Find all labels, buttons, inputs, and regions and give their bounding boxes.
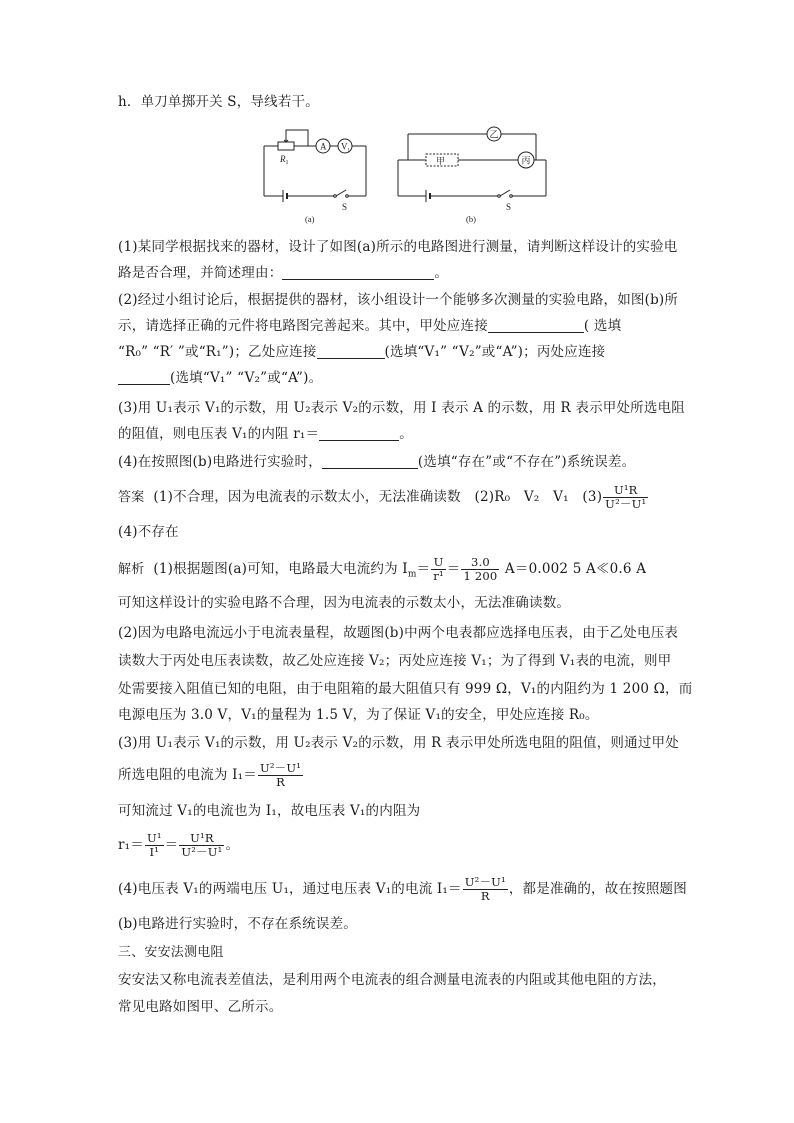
switch-b-label: S [506,202,512,212]
q2-line2: 示，请选择正确的元件将电路图完善起来。其中，甲处应连接 ( 选填 [118,318,622,334]
item-h: h．单刀单掷开关 S，导线若干。 [118,94,319,110]
q2-line3: “R₀” “R′ ”或“R₁”)；乙处应连接 (选填“V₁” “V₂”或“A”)；丙处应连接 [118,344,606,360]
circuit-figures [258,126,618,226]
q3-line2: 的阻值，则电压表 V₁的内阻 r₁＝ 。 [118,426,413,442]
q2-line1: (2)经过小组讨论后，根据提供的器材，该小组设计一个能够多次测量的实验电路，如图(b)所 [118,292,679,308]
caption-b: (b) [466,214,476,224]
rheostat-r1 [278,142,294,150]
q3-line1: (3)用 U₁表示 V₁的示数，用 U₂表示 V₂的示数，用 I 表示 A 的示数，用 R 表示甲处所选电阻 [118,400,685,416]
q4-answer-blank[interactable] [322,453,418,469]
switch-a-label: S [342,202,348,212]
analysis-p3-l3: 处需要接入阻值已知的电阻，由于电阻箱的最大阻值只有 999 Ω，V₁的内阻约为 1 200 Ω，而 [118,681,693,697]
jia-label: 甲 [436,156,446,166]
yi-label: 乙 [489,129,499,140]
circuit-a [264,130,366,202]
q1-answer-blank[interactable] [282,264,434,280]
analysis-p5: 可知流过 V₁的电流也为 I₁，故电压表 V₁的内阻为 [118,803,421,819]
switch-b [500,190,510,196]
answer-line1: 答案 (1)不合理，因为电流表的示数太小，无法准确读数 (2)R₀ V₂ V₁ (3) $\frac{\text{U¹R}}{\text{U²－U¹}}$ [118,483,647,511]
q1-line2: 路是否合理，并简述理由： 。 [118,265,449,281]
q2-line4: (选填“V₁” “V₂”或“A”)。 [118,368,322,388]
section3-l1: 安安法又称电流表差值法，是利用两个电流表的组合测量电流表的内阻或其他电阻的方法， [118,972,666,988]
analysis-p8: (b)电路进行实验时，不存在系统误差。 [118,916,357,932]
q2-jia-blank[interactable] [488,317,584,333]
switch-a [336,190,346,196]
r1-label: $R_1$ [280,154,289,166]
analysis-p7: (4)电压表 V₁的两端电压 U₁，通过电压表 V₁的电流 I₁＝ $\frac{\text{U²－U¹}}{R}$ ，都是准确的，故在按照题图 [118,875,687,903]
analysis-p6: r₁＝ $\frac{\text{U¹}}{\text{I¹}}$ ＝ $\frac{\text{U¹R}}{\text{U²－U¹}}$ 。 [118,831,240,859]
answer-line2: (4)不存在 [118,524,179,540]
analysis-p1: 解析 (1)根据题图(a)可知，电路最大电流约为 $I_m=$ $\frac{U}{\text{r¹}}$ ＝ $\frac{3.0}{1 200}$ A＝0.002 5 A≪0.6 A [118,555,647,583]
q2-yi-blank[interactable] [317,343,385,359]
analysis-label: 解析 [118,562,145,577]
answer-fraction: $\frac{\text{U¹R}}{\text{U²－U¹}}$ [605,483,647,511]
analysis-p3-l1: (2)因为电路电流远小于电流表量程，故题图(b)中两个电表都应选择电压表，由于乙处电压表 [118,625,679,641]
q3-answer-blank[interactable] [319,425,399,441]
analysis-p3-l4: 电源电压为 3.0 V，V₁的量程为 1.5 V，为了保证 V₁的安全，甲处应连接 R₀。 [118,707,599,723]
ammeter-label: A [320,141,327,152]
q1-line1: (1)某同学根据找来的器材，设计了如图(a)所示的电路图进行测量，请判断这样设计的实验电 [118,239,678,255]
caption-a: (a) [305,214,315,224]
bing-label: 丙 [521,155,531,166]
section3-l2: 常见电路如图甲、乙所示。 [118,999,283,1015]
answer-label: 答案 [118,490,145,505]
analysis-p3-l2: 读数大于丙处电压表读数，故乙处应连接 V₂；丙处应连接 V₁；为了得到 V₁表的电流，则甲 [118,653,672,669]
section3-heading: 三、安安法测电阻 [118,945,224,960]
voltmeter-label: $V_1$ [341,141,350,154]
q2-bing-blank[interactable] [118,369,170,385]
analysis-p4-l2: 所选电阻的电流为 I₁＝ $\frac{\text{U²－U¹}}{R}$ [118,761,302,789]
analysis-p4-l1: (3)用 U₁表示 V₁的示数，用 U₂表示 V₂的示数，用 R 表示甲处所选电阻的阻值，则通过甲处 [118,735,679,751]
analysis-p2: 可知这样设计的实验电路不合理，因为电流表的示数太小，无法准确读数。 [118,595,571,611]
q4-line: (4)在按照图(b)电路进行实验时， (选填“存在”或“不存在”)系统误差。 [118,454,636,470]
